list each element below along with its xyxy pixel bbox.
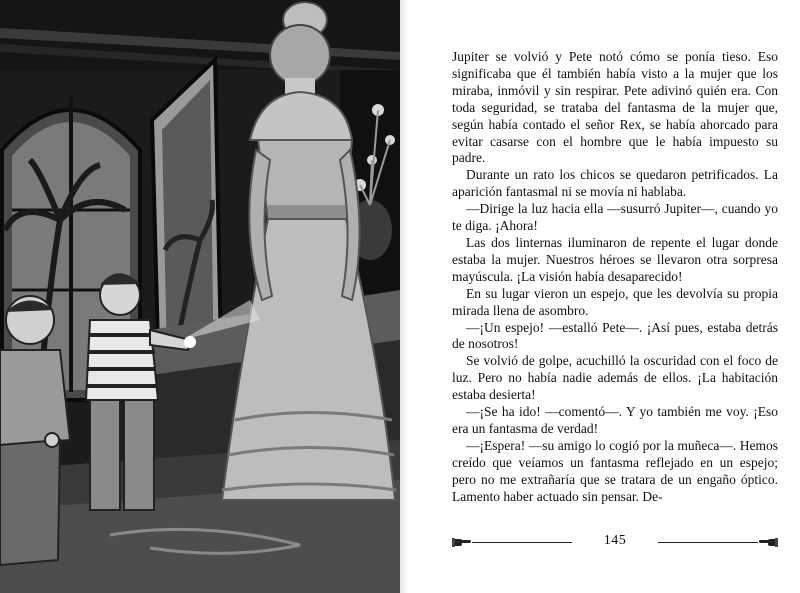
- page-number: 145: [603, 533, 627, 548]
- page-gutter-shadow: [400, 0, 408, 593]
- paragraph: —¡Espera! —su amigo lo cogió por la muñeca—. Hemos creído que veíamos un fantasma reflejado en un espejo; pero no me extrañaría que se tratara de un engaño óptico. Lamento haber actuado sin pensar. De-: [452, 437, 778, 504]
- paragraph: —Dirige la luz hacia ella —susurró Jupiter—, cuando yo te diga. ¡Ahora!: [452, 201, 778, 234]
- paragraph: —¡Un espejo! —estalló Pete—. ¡Así pues, estaba detrás de nosotros!: [452, 319, 778, 352]
- paragraph: —¡Se ha ido! —comentó—. Y yo también me voy. ¡Eso era un fantasma de verdad!: [452, 404, 778, 436]
- footer-rule-right: [658, 542, 758, 543]
- page-footer: [452, 533, 778, 553]
- paragraph: En su lugar vieron un espejo, que les devolvía su propia mirada llena de asombro.: [452, 285, 778, 318]
- footer-rule-left: [472, 542, 572, 543]
- paragraph: Las dos linternas iluminaron de repente el lugar donde estaba la mujer. Nuestros héroes se llevaron otra sorpresa mayúscula. ¡La visión había desaparecido!: [452, 234, 778, 284]
- paragraph: Se volvió de golpe, acuchilló la oscuridad con el foco de luz. Pero no había nadie además de ellos. ¡La habitación estaba desierta!: [452, 353, 778, 403]
- paragraph: Durante un rato los chicos se quedaron petrificados. La aparición fantasmal ni se movía ni hablaba.: [452, 167, 778, 200]
- pointing-hand-icon: [758, 535, 778, 549]
- body-text: [452, 49, 778, 505]
- paragraph: Jupiter se volvió y Pete notó cómo se ponía tieso. Eso significaba que él también había visto a la mujer que los miraba, inmóvil y sin respirar. Pete adivinó quién era. Con toda seguridad, se trataba del fantasma de la mujer que, según había contado el señor Rex, se había ahorcado para evitar casarse con el hombre que le había impuesto su padre.: [452, 49, 778, 166]
- pointing-hand-icon: [452, 535, 472, 549]
